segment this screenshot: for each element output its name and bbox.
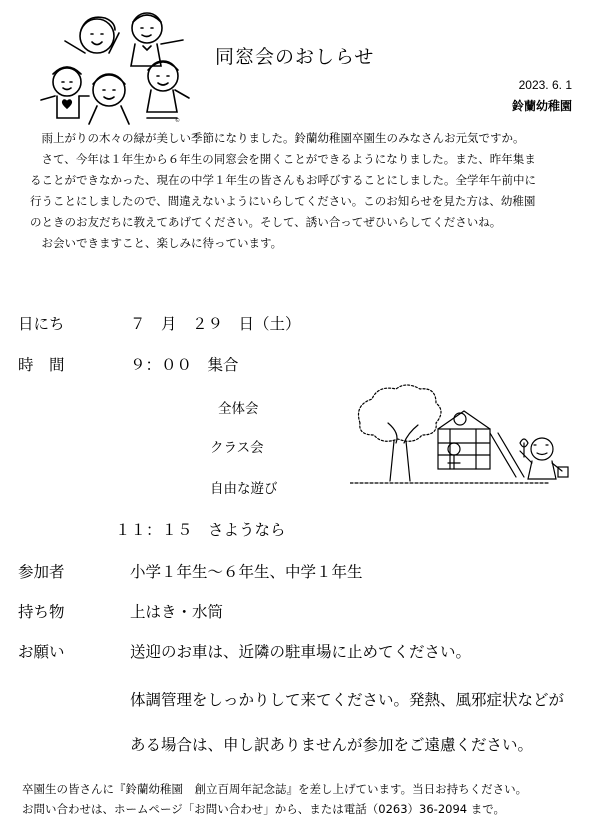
organization-name: 鈴蘭幼稚園 <box>511 99 572 113</box>
intro-line-3: ることができなかった、現在の中学１年生の皆さんもお呼びすることにしました。全学年午前中に <box>30 173 536 187</box>
footer-line-1: 卒園生の皆さんに『鈴蘭幼稚園 創立百周年記念誌』を差し上げています。当日お持ちください。 <box>22 782 528 796</box>
program-item-1: 全体会 <box>218 401 259 417</box>
footer-line-2: お問い合わせは、ホームページ「お問い合わせ」から、または電話（0263）36-2094 まで。 <box>22 802 506 816</box>
intro-line-6: お会いできますこと、楽しみに待っています。 <box>30 236 283 250</box>
program-item-3: 自由な遊び <box>210 481 278 497</box>
intro-line-4: 行うことにしましたので、間違えないようにいらしてください。このお知らせを見た方は、幼稚園 <box>30 194 536 208</box>
intro-line-2: さて、今年は１年生から６年生の同窓会を開くことができるようになりました。また、昨年集ま <box>30 152 536 166</box>
svg-text:©: © <box>175 118 180 124</box>
participants-value: 小学１年生～６年生、中学１年生 <box>130 563 363 581</box>
date-label: 日にち <box>18 315 65 333</box>
items-label: 持ち物 <box>18 603 65 621</box>
intro-line-1: 雨上がりの木々の緑が美しい季節になりました。鈴蘭幼稚園卒園生のみなさんお元気ですか。 <box>30 131 525 145</box>
page-title: 同窓会のおしらせ <box>215 46 375 68</box>
program-item-2: クラス会 <box>210 440 264 456</box>
request-line-3: ある場合は、申し訳ありませんが参加をご遠慮ください。 <box>130 736 534 754</box>
request-line-2: 体調管理をしっかりして来てください。発熱、風邪症状などが <box>130 691 565 709</box>
intro-line-5: のときのお友だちに教えてあげてください。そして、誘い合ってぜひいらしてくださいね。 <box>30 215 502 229</box>
time-value: ９：００ 集合 <box>130 356 239 374</box>
request-label: お願い <box>18 643 65 661</box>
playground-tree-illustration <box>350 383 575 491</box>
request-line-1: 送迎のお車は、近隣の駐車場に止めてください。 <box>130 643 472 661</box>
issue-date: 2023. 6. 1 <box>518 78 572 92</box>
end-time: １１：１５ さようなら <box>115 521 286 539</box>
time-label: 時 間 <box>18 356 65 374</box>
children-group-illustration <box>35 8 195 126</box>
date-value: ７ 月 ２９ 日（土） <box>130 315 301 333</box>
items-value: 上はき・水筒 <box>130 603 224 621</box>
participants-label: 参加者 <box>18 563 65 581</box>
